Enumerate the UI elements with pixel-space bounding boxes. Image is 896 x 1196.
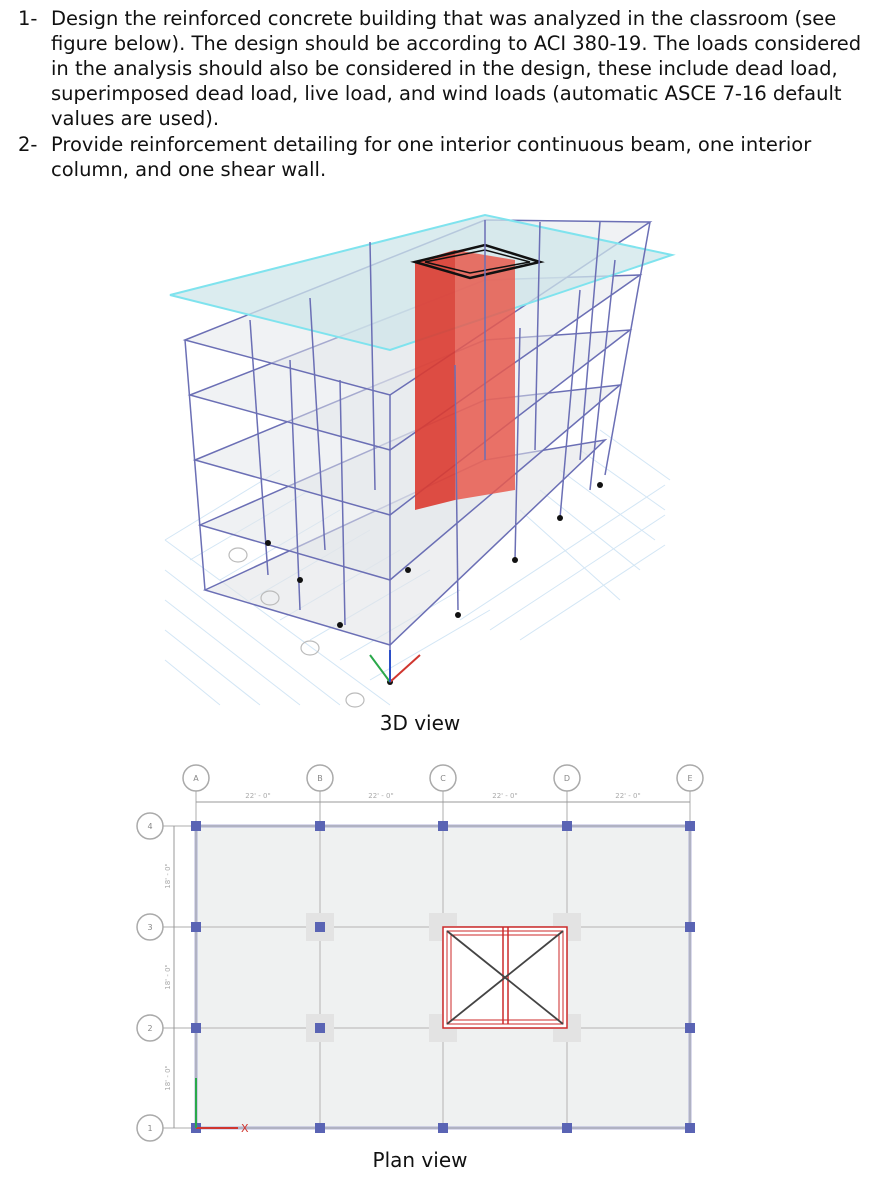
bay-height-43: 18' - 0" <box>164 863 172 889</box>
plan-view-caption: Plan view <box>372 1148 468 1172</box>
plan-view-figure <box>120 760 720 1145</box>
bay-width-ab: 22' - 0" <box>245 792 271 800</box>
question-1 <box>18 6 878 131</box>
column-letter-bubbles <box>183 765 703 791</box>
bay-width-bc: 22' - 0" <box>368 792 394 800</box>
axis-x-label: X <box>241 1122 249 1135</box>
grid-label-3: 3 <box>147 923 153 932</box>
grid-label-d: D <box>563 774 571 783</box>
question-1-text: Design the reinforced concrete building that was analyzed in the classroom (see figure below). The design should be according to ACI 380-19. The loads considered in the analysis should also be considered in the design, these include dead load, superimposed dead load, live load, and wind loads (automatic ASCE 7-16 default values are used). <box>51 7 862 130</box>
question-2-text: Provide reinforcement detailing for one interior continuous beam, one interior column, and one shear wall. <box>51 133 812 181</box>
row-number-bubbles <box>137 813 163 1141</box>
bay-width-cd: 22' - 0" <box>492 792 518 800</box>
3d-view-figure <box>160 200 680 710</box>
question-2-number: 2- <box>18 133 38 156</box>
grid-label-2: 2 <box>147 1024 153 1033</box>
grid-label-1: 1 <box>147 1124 153 1133</box>
grid-label-b: B <box>317 774 323 783</box>
3d-view-caption: 3D view <box>379 711 461 735</box>
question-1-number: 1- <box>18 7 38 30</box>
question-2 <box>18 132 878 182</box>
shear-wall-plan <box>443 927 567 1028</box>
grid-label-4: 4 <box>147 822 153 831</box>
grid-label-a: A <box>193 774 199 783</box>
grid-label-c: C <box>440 774 446 783</box>
bay-width-de: 22' - 0" <box>615 792 641 800</box>
bay-height-32: 18' - 0" <box>164 964 172 990</box>
grid-label-e: E <box>687 774 693 783</box>
bay-height-21: 18' - 0" <box>164 1065 172 1091</box>
